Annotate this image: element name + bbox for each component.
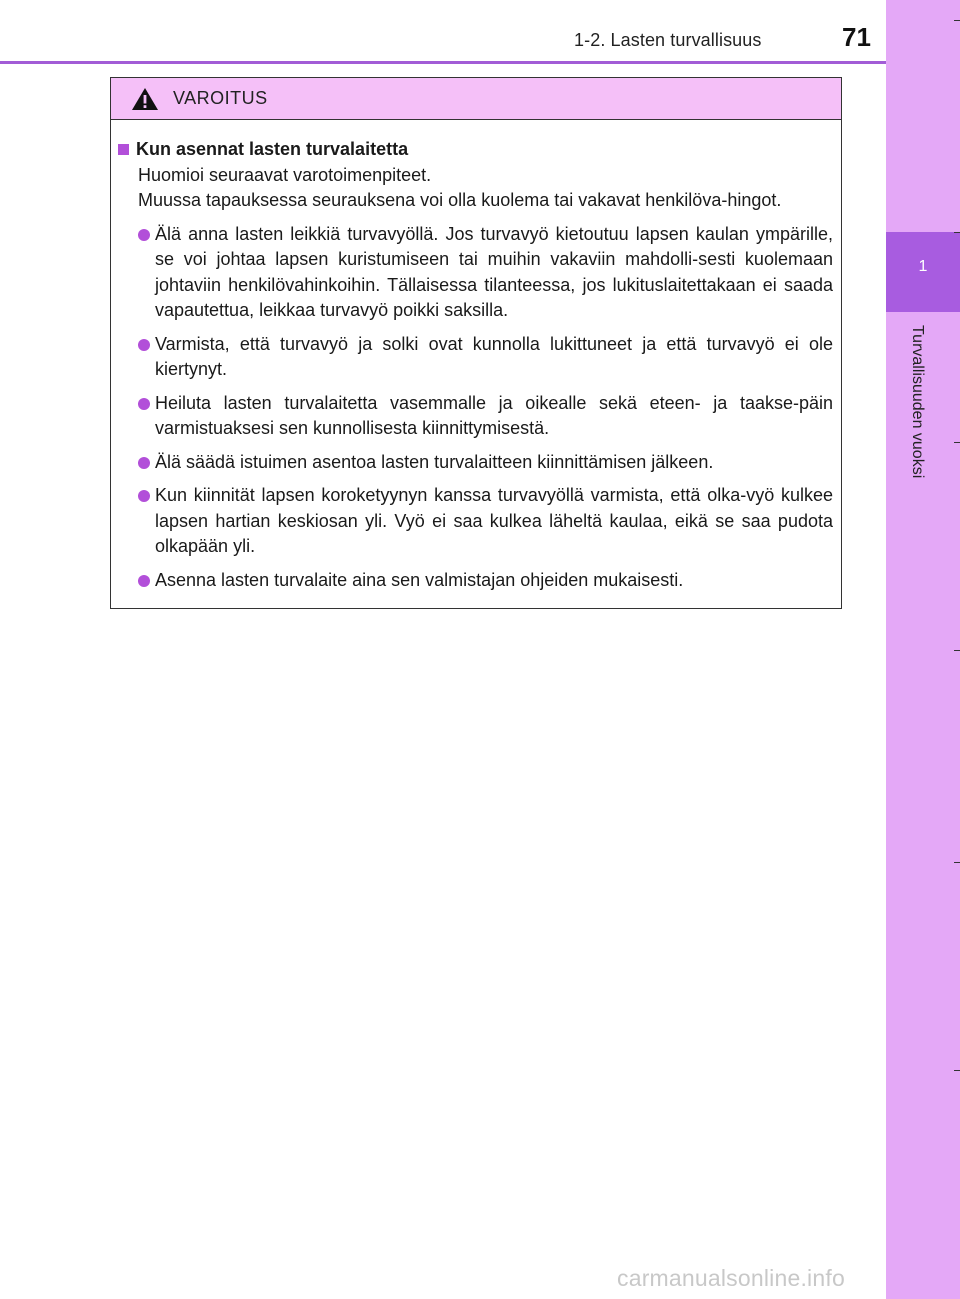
section-title: 1-2. Lasten turvallisuus — [574, 30, 762, 50]
bullet-dot-icon — [138, 398, 150, 410]
crop-mark — [954, 862, 960, 863]
list-item-text: Älä anna lasten leikkiä turvavyöllä. Jos turvavyö kietoutuu lapsen kaulan ympärille, se voi johtaa lapsen kuristumiseen tai muihin vakaviin mahdolli-sesti kuolemaan johtaviin henkilövahinkoihin. Tällaisessa tilanteessa, jos lukituslaitettakaan ei saada vapautettua, leikkaa turvavyö poikki saksilla. — [155, 223, 833, 320]
intro-line: Huomioi seuraavat varotoimenpiteet. — [138, 164, 432, 185]
side-tab — [886, 0, 960, 1299]
list-item-text: Varmista, että turvavyö ja solki ovat kunnolla lukittuneet ja että turvavyö ei ole kiertynyt. — [155, 333, 833, 379]
side-tab-number: 1 — [918, 258, 928, 275]
side-tab-label: Turvallisuuden vuoksi — [909, 325, 926, 479]
bullet-dot-icon — [138, 490, 150, 502]
warning-body — [111, 120, 841, 593]
square-bullet-icon — [118, 144, 129, 155]
crop-mark — [954, 20, 960, 21]
section-heading — [118, 137, 833, 163]
page-number: 71 — [842, 22, 871, 52]
warning-triangle-icon — [131, 87, 159, 111]
crop-mark — [954, 442, 960, 443]
header-divider — [0, 61, 886, 64]
crop-mark — [954, 1070, 960, 1071]
list-item-text: Kun kiinnität lapsen koroketyynyn kanssa turvavyöllä varmista, että olka-vyö kulkee lapsen hartian keskiosan yli. Vyö ei saa kulkea läheltä kaulaa, eikä se saa pudota olkapään yli. — [155, 485, 833, 556]
warning-box — [110, 77, 842, 609]
intro-line: Muussa tapauksessa seurauksena voi olla kuolema tai vakavat henkilöva-hingot. — [138, 190, 782, 210]
list-item — [118, 483, 833, 560]
list-item — [118, 332, 833, 383]
crop-mark — [954, 650, 960, 651]
bullet-dot-icon — [138, 229, 150, 241]
warning-title: VAROITUS — [173, 88, 268, 108]
warning-bullet-list — [118, 222, 833, 594]
bullet-dot-icon — [138, 457, 150, 469]
list-item-text: Heiluta lasten turvalaitetta vasemmalle ja oikealle sekä eteen- ja taakse-päin varmistuaksesi sen kunnollisesta kiinnittymisestä. — [155, 392, 833, 438]
section-heading-text: Kun asennat lasten turvalaitetta — [136, 139, 409, 159]
list-item — [118, 222, 833, 324]
list-item-text: Älä säädä istuimen asentoa lasten turvalaitteen kiinnittämisen jälkeen. — [155, 451, 714, 472]
crop-mark — [954, 232, 960, 233]
bullet-dot-icon — [138, 339, 150, 351]
watermark: carmanualsonline.info — [617, 1265, 845, 1291]
bullet-dot-icon — [138, 575, 150, 587]
list-item — [118, 568, 833, 594]
warning-header — [111, 78, 841, 120]
list-item — [118, 450, 833, 476]
list-item-text: Asenna lasten turvalaite aina sen valmistajan ohjeiden mukaisesti. — [155, 569, 684, 590]
list-item — [118, 391, 833, 442]
